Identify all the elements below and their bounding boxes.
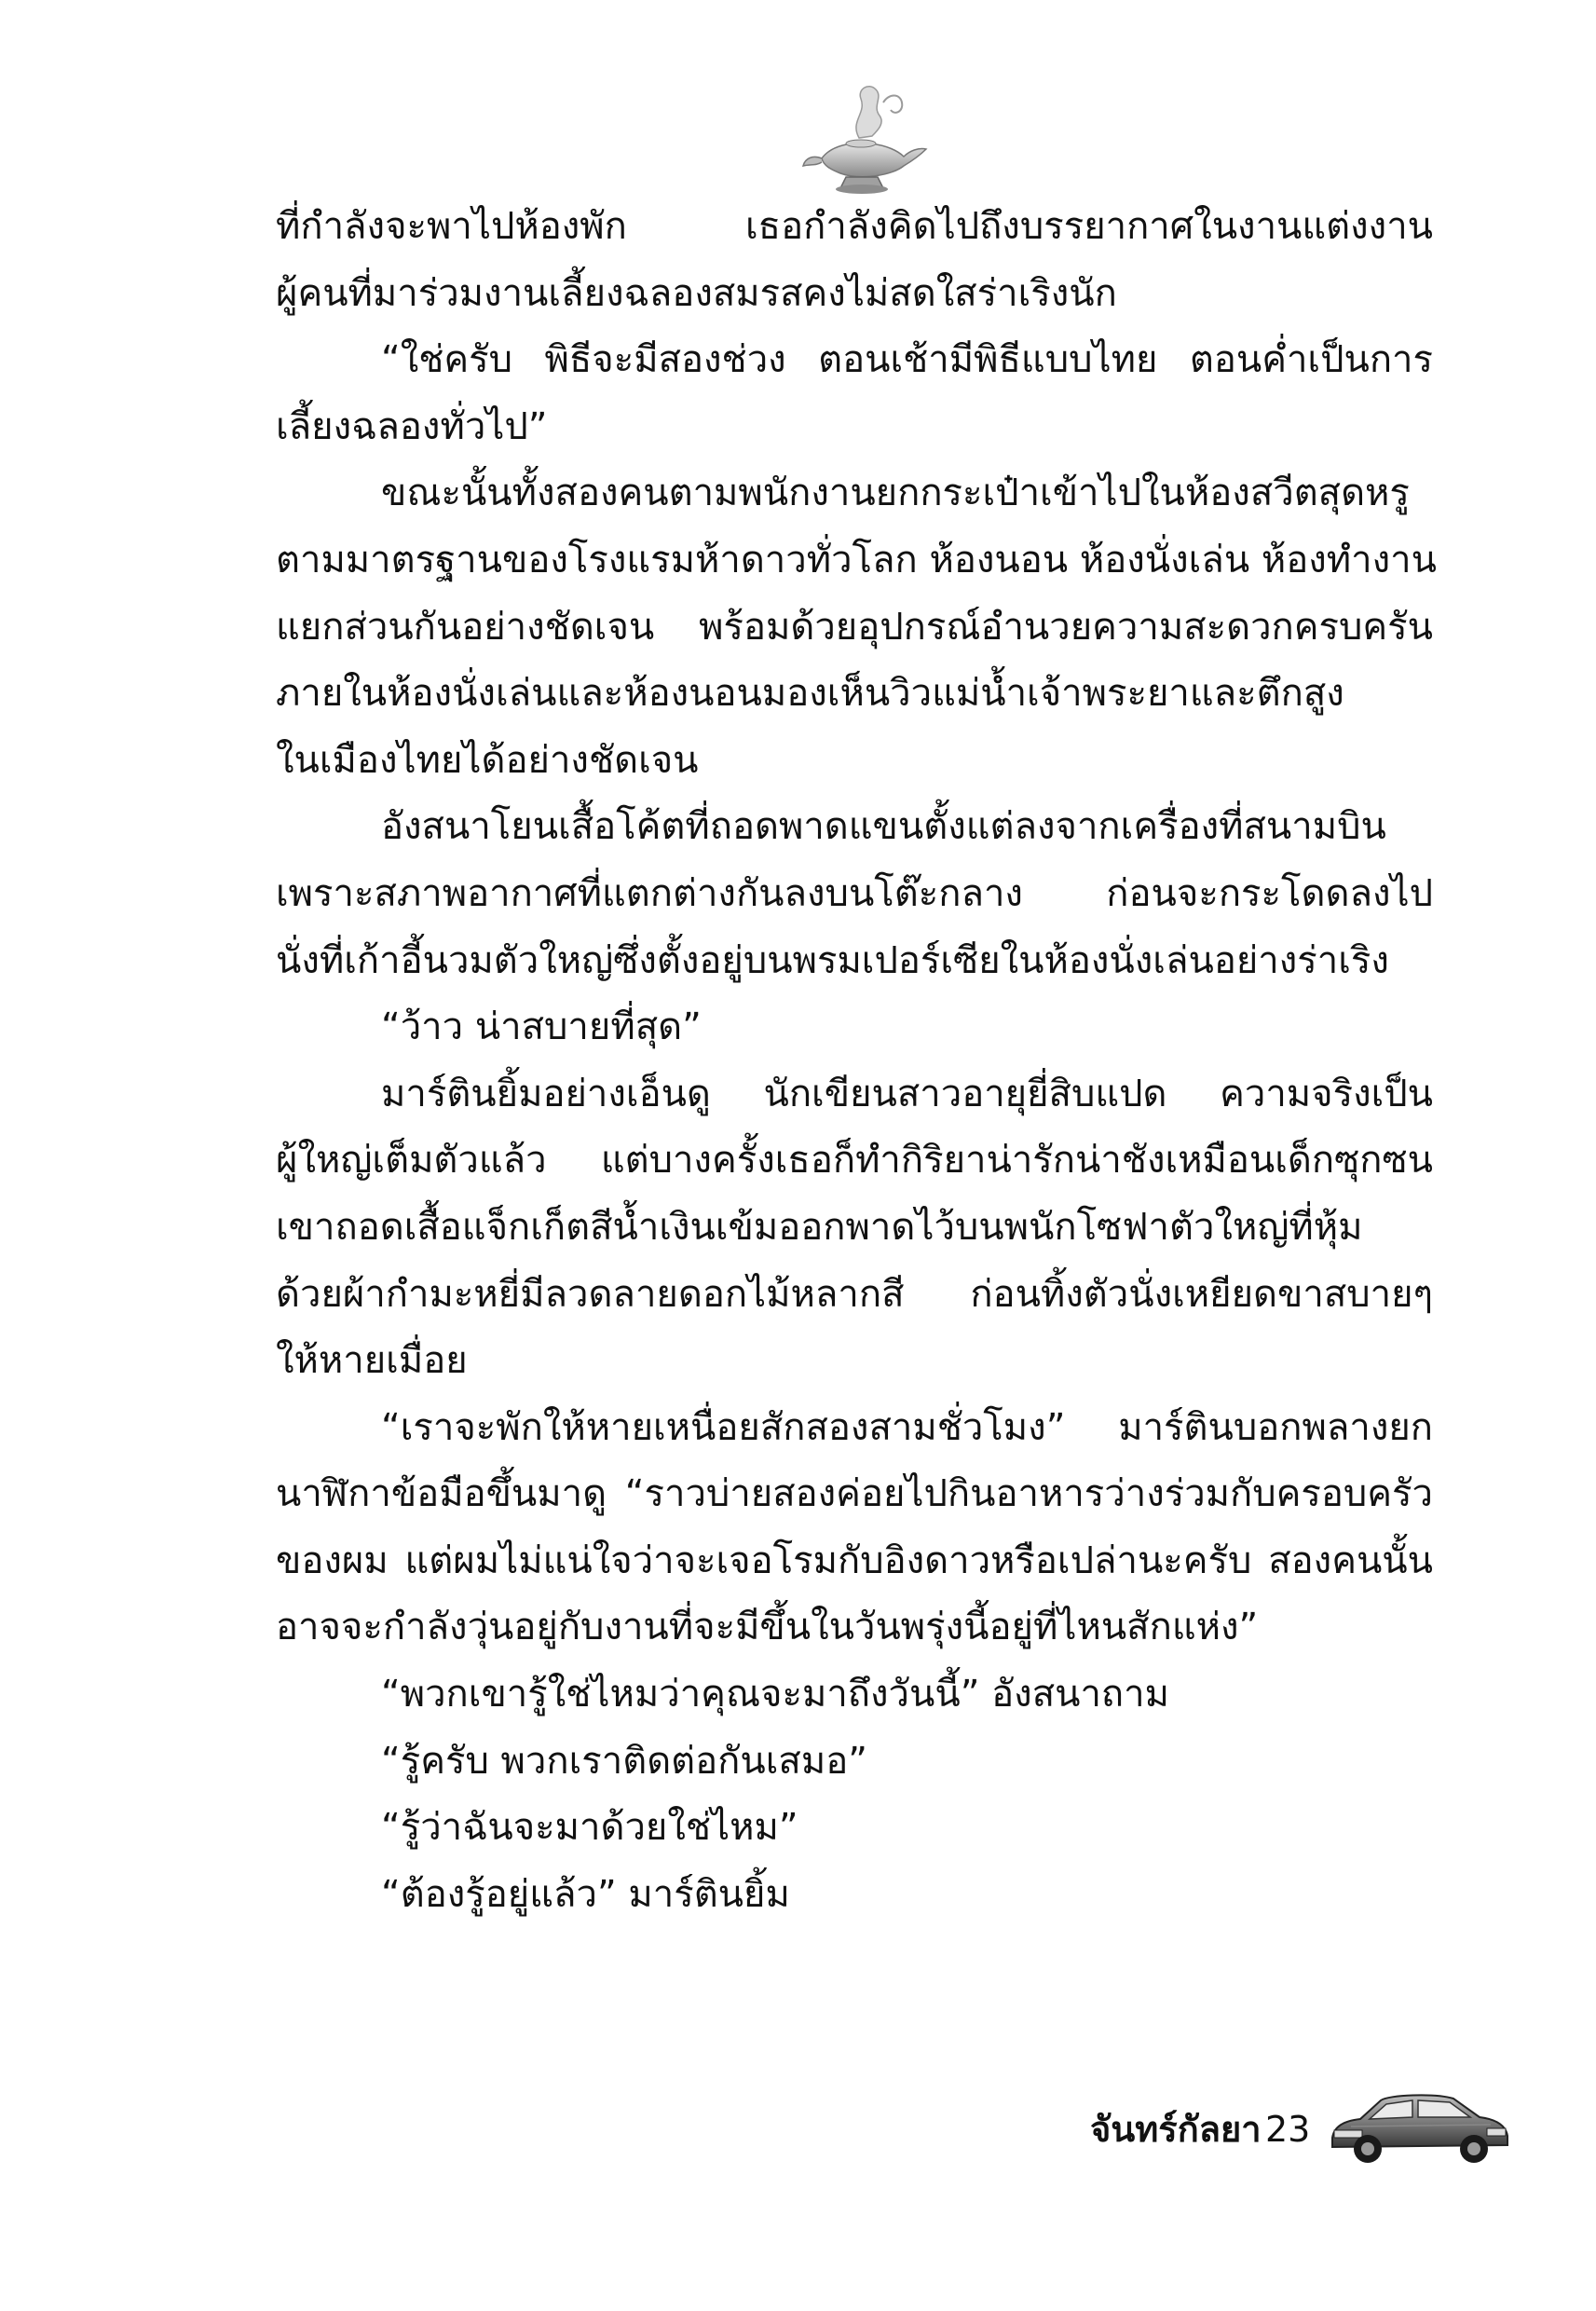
vintage-car-icon bbox=[1323, 2080, 1514, 2169]
text-line: ให้หายเมื่อย bbox=[276, 1339, 468, 1383]
text-line: ขณะนั้นทั้งสองคนตามพนักงานยกกระเป๋าเข้าไปในห้องสวีตสุดหรู bbox=[381, 472, 1410, 515]
text-line: “รู้ครับ พวกเราติดต่อกันเสมอ” bbox=[381, 1739, 867, 1783]
text-line: เพราะสภาพอากาศที่แตกต่างกันลงบนโต๊ะกลาง ก่อนจะกระโดดลงไป bbox=[276, 871, 1433, 915]
text-line: อาจจะกำลังวุ่นอยู่กับงานที่จะมีขึ้นในวันพรุ่งนี้อยู่ที่ไหนสักแห่ง” bbox=[276, 1606, 1259, 1649]
text-line: “รู้ว่าฉันจะมาด้วยใช่ไหม” bbox=[381, 1806, 798, 1850]
text-line: ภายในห้องนั่งเล่นและห้องนอนมองเห็นวิวแม่น้ำเจ้าพระยาและตึกสูง bbox=[276, 672, 1344, 716]
page-number: 23 bbox=[1265, 2109, 1311, 2150]
text-line: นั่งที่เก้าอี้นวมตัวใหญ่ซึ่งตั้งอยู่บนพรมเปอร์เซียในห้องนั่งเล่นอย่างร่าเริง bbox=[276, 938, 1389, 982]
text-line: “ต้องรู้อยู่แล้ว” มาร์ตินยิ้ม bbox=[381, 1872, 790, 1916]
text-line: “เราจะพักให้หายเหนื่อยสักสองสามชั่วโมง” มาร์ตินบอกพลางยก bbox=[381, 1405, 1433, 1449]
text-line: แยกส่วนกันอย่างชัดเจน พร้อมด้วยอุปกรณ์อำนวยความสะดวกครบครัน bbox=[276, 605, 1433, 649]
text-line: อังสนาโยนเสื้อโค้ตที่ถอดพาดแขนตั้งแต่ลงจากเครื่องที่สนามบิน bbox=[381, 805, 1386, 849]
text-line: “ว้าว น่าสบายที่สุด” bbox=[381, 1005, 702, 1049]
text-line: ผู้ใหญ่เต็มตัวแล้ว แต่บางครั้งเธอก็ทำกิริยาน่ารักน่าชังเหมือนเด็กซุกซน bbox=[276, 1139, 1433, 1183]
text-line: ตามมาตรฐานของโรงแรมห้าดาวทั่วโลก ห้องนอน ห้องนั่งเล่น ห้องทำงาน bbox=[276, 538, 1437, 581]
book-title: จันทร์กัลยา bbox=[1090, 2109, 1262, 2150]
magic-lamp-icon bbox=[794, 65, 934, 205]
text-line: “พวกเขารู้ใช่ไหมว่าคุณจะมาถึงวันนี้” อังสนาถาม bbox=[381, 1673, 1169, 1716]
story-text bbox=[276, 194, 1437, 1928]
text-line: เลี้ยงฉลองทั่วไป” bbox=[276, 404, 548, 448]
text-line: ในเมืองไทยได้อย่างชัดเจน bbox=[276, 738, 699, 782]
text-line: ของผม แต่ผมไม่แน่ใจว่าจะเจอโรมกับอิงดาวหรือเปล่านะครับ สองคนนั้น bbox=[276, 1538, 1433, 1582]
text-line: มาร์ตินยิ้มอย่างเอ็นดู นักเขียนสาวอายุยี่สิบแปด ความจริงเป็น bbox=[381, 1072, 1433, 1115]
text-line: ที่กำลังจะพาไปห้องพัก เธอกำลังคิดไปถึงบรรยากาศในงานแต่งงาน bbox=[276, 205, 1433, 248]
text-line: “ใช่ครับ พิธีจะมีสองช่วง ตอนเช้ามีพิธีแบบไทย ตอนค่ำเป็นการ bbox=[381, 338, 1433, 382]
text-line: เขาถอดเสื้อแจ็กเก็ตสีน้ำเงินเข้มออกพาดไว้บนพนักโซฟาตัวใหญ่ที่หุ้ม bbox=[276, 1205, 1363, 1249]
text-line: ด้วยผ้ากำมะหยี่มีลวดลายดอกไม้หลากสี ก่อนทิ้งตัวนั่งเหยียดขาสบายๆ bbox=[276, 1272, 1433, 1316]
text-line: นาฬิกาข้อมือขึ้นมาดู “ราวบ่ายสองค่อยไปกินอาหารว่างร่วมกับครอบครัว bbox=[276, 1472, 1433, 1516]
text-line: ผู้คนที่มาร่วมงานเลี้ยงฉลองสมรสคงไม่สดใสร่าเริงนัก bbox=[276, 271, 1117, 315]
